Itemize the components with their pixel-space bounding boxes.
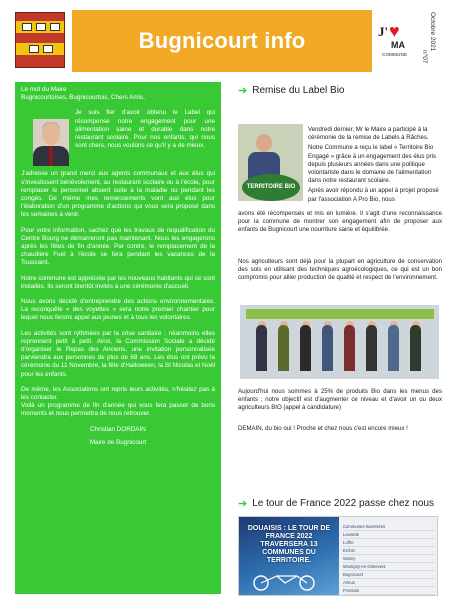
- arrow-right-icon: ➔: [238, 498, 248, 510]
- list-item: Loffre: [343, 539, 435, 547]
- mayor-heading: Le mot du Maire: [21, 86, 67, 93]
- tour-de-france-heading: [238, 497, 434, 510]
- label-bio-paragraph-7: DEMAIN, du bio oui ! Proche et chez nous c'est encore mieux !: [238, 425, 408, 432]
- mayor-paragraph-6: Les activités sont rythmées par la crise sanitaire ; néanmoins elles reprennent petit à petit. Ainsi, la Commission Sociale a décidé d'organiser le Repas des Anciens, une invitation personnalisée parviendra aux personnes de plus de 68 ans. Les élus ont prévu la cérémonie du 11 Novembre, la fête d'Halloween, la St Nicolas et Noël pour les enfants.: [21, 329, 215, 378]
- list-item: Masny: [343, 555, 435, 563]
- label-bio-paragraph-6: Aujourd'hui nous sommes à 25% de produits Bio dans les menus des enfants ; notre objectif est d'augmenter ce niveau et d'avoir un ou deux agriculteurs BIO (appel à candidature): [238, 388, 442, 412]
- tour-de-france-image: [239, 517, 339, 595]
- list-item: Communes traversées: [343, 523, 435, 531]
- communes-list: [343, 523, 435, 595]
- mayor-paragraph-5: Nous avons décidé d'entreprendre des actions environnementales. La reconquête « des voyettes » sera notre premier chantier pour lequel nous ferons appel aux jeunes et à tous les volontaires.: [21, 298, 215, 322]
- logo-commune: COMMUNE: [382, 52, 408, 57]
- issue-info: [420, 12, 442, 72]
- mayor-paragraph-3: Pour votre information, sachez que les travaux de requalification du Centre Bourg ne démarreront pas maintenant. Nous les engagerons après les fêtes de fin d'année. Par contre, le remplacement de la chaudière Fuel à l'école se fera pendant les vacances de la Toussaint.: [21, 226, 215, 267]
- mayor-paragraph-2: J'adresse un grand merci aux agents communaux et aux élus qui s'investissent bénévolement, au restaurant scolaire ou à l'école, pour remplacer le personnel absent suite à la maladie ou pendant les congés. De même mes remerciements vont aux élus pour l'élaboration d'un programme d'actions qui vous sera proposé dans les semaines à venir.: [21, 170, 215, 219]
- mayor-signature-name: Christian DORDAIN: [90, 425, 146, 433]
- label-bio-text: [308, 126, 442, 206]
- tour-de-france-title: Le tour de France 2022 passe chez nous: [252, 498, 435, 509]
- issue-date: Octobre 2021: [429, 12, 436, 52]
- label-ceremony-photo: [238, 124, 303, 201]
- list-item: Arleux: [343, 579, 435, 587]
- mayor-paragraph-1: Je suis fier d'avoir obtenu le Label qui récompense notre engagement pour une alimentation saine et durable dans notre restaurant scolaire. Pour nos enfants, qui nous sont chers, nous voulons ce qu'il y a de mieux.: [75, 109, 215, 150]
- mayor-greeting: Bugnicourtoises, Bugnicourtois, Chers Amis,: [21, 94, 145, 102]
- label-bio-paragraph-2: Notre Commune a reçu le label « Territoire Bio Engagé » grâce à un engagement des élus pris depuis plusieurs années dans une politique volontariste dans le domaine de l'alimentation dans notre restaurant scolaire.: [308, 144, 437, 185]
- heart-icon: ♥: [389, 21, 400, 41]
- page-title: Bugnicourt info: [138, 28, 306, 53]
- label-bio-paragraph-1: Vendredi dernier, Mr le Maire a participé à la cérémonie de la remise de Labels à Râches.: [308, 126, 429, 142]
- tour-de-france-article: [238, 516, 438, 596]
- label-bio-title: Remise du Label Bio: [252, 85, 345, 96]
- mayor-paragraph-7: De même, les Associations ont repris leurs activités, n'hésitez pas à les contacter.: [21, 385, 215, 402]
- mayor-signature-title: Maire de Bugnicourt: [89, 438, 147, 446]
- mayor-photo: [33, 119, 69, 166]
- crest-icon: [15, 12, 65, 68]
- list-item: Lewarde: [343, 531, 435, 539]
- arrow-right-icon: ➔: [238, 85, 248, 97]
- title-banner: [72, 10, 372, 72]
- list-item: Fressain: [343, 587, 435, 595]
- label-bio-paragraph-3: Après avoir répondu à un appel à projet proposé par l'association A Pro Bio, nous: [308, 187, 439, 203]
- logo-ma: MA: [391, 40, 405, 50]
- list-item: Erchin: [343, 547, 435, 555]
- jaime-ma-commune-logo: [378, 22, 416, 62]
- label-bio-paragraph-5: Nos agriculteurs sont déjà pour la plupart en agriculture de conservation des sols en utilisant des techniques agroécologiques, ce qui est un bon compromis pour allier production de qualité et respect de l'environnement.: [238, 258, 442, 282]
- issue-number: n°07: [421, 50, 428, 64]
- list-item: Montigny-en-Ostrevent: [343, 563, 435, 571]
- bicycle-icon: [247, 573, 327, 591]
- mayor-paragraph-8: Voilà un programme de fin d'année qui vous fera passer de bons moments et nous permettra de nous retrouver.: [21, 402, 215, 418]
- label-bio-heading: [238, 84, 345, 97]
- logo-j: J': [378, 24, 389, 39]
- territoire-bio-sign: TERRITOIRE BIO: [242, 174, 300, 201]
- mayor-paragraph-4: Notre commune est appréciée par les nouveaux habitants qui se sont installés. Ils seront bientôt invités à une cérémonie d'accueil.: [21, 274, 215, 290]
- list-item: Bugnicourt: [343, 571, 435, 579]
- tour-de-france-headline: DOUAISIS : LE TOUR DE FRANCE 2022 TRAVERSERA 13 COMMUNES DU TERRITOIRE.: [247, 525, 331, 564]
- label-bio-paragraph-4: avons été récompensés et mis en lumière. Il s'agit d'une reconnaissance pour la commune de montrer son engagement afin de proposer aux enfants de Bugnicourt une nourriture saine et équilibrée.: [238, 210, 442, 234]
- label-group-photo: [240, 305, 439, 379]
- mayor-word-column: [15, 82, 221, 594]
